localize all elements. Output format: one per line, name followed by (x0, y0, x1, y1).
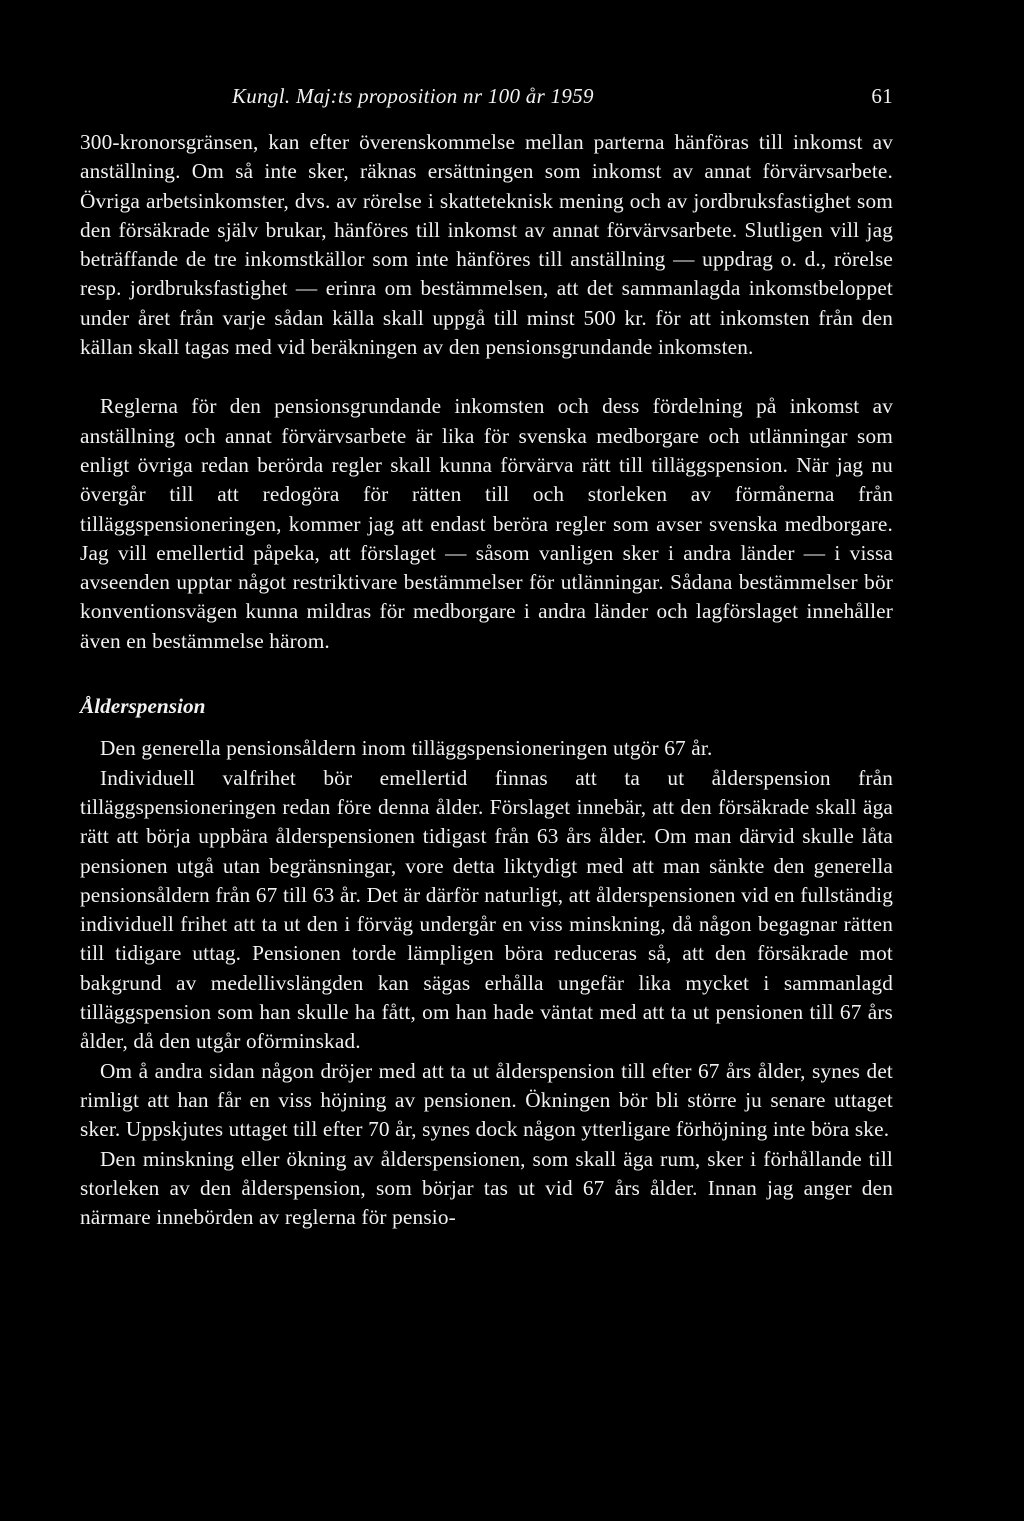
paragraph-income-limit: 300-kronorsgränsen, kan efter överenskommelse mellan parterna hänföras till inkomst av anställning. Om så inte sker, räknas ersättningen som inkomst av annat förvärvsarbete. Övriga arbetsinkomster, dvs. av rörelse i skatteteknisk mening och av jordbruksfastighet som den försäkrade själv brukar, hänföres till inkomst av annat förvärvsarbete. Slutligen vill jag beträffande de tre inkomstkällor som inte hänföres till anställning — uppdrag o. d., rörelse resp. jordbruksfastighet — erinra om bestämmelsen, att det sammanlagda inkomstbeloppet under året från varje sådan källa skall uppgå till minst 500 kr. för att inkomsten från den källan skall tagas med vid beräkningen av den pensionsgrundande inkomsten. (80, 130, 893, 360)
document-page (80, 84, 893, 1232)
running-header (80, 84, 893, 120)
paragraph-deferred-withdrawal: Om å andra sidan någon dröjer med att ta ut ålderspension till efter 67 års ålder, synes det rimligt att han får en viss höjning av pensionen. Ökningen bör bli större ju senare uttaget sker. Uppskjutes uttaget till efter 70 år, synes dock någon ytterligare förhöjning inte böra ske. (80, 1058, 893, 1142)
paragraph-foreign-citizens: Reglerna för den pensionsgrundande inkomsten och dess fördelning på inkomst av anställning och annat förvärvsarbete är lika för svenska medborgare och utlänningar som enligt övriga redan berörda regler skall kunna förvärva rätt till tilläggspension. När jag nu övergår till att redogöra för rätten till och storleken av förmånerna från tilläggspensioneringen, kommer jag att endast beröra regler som avser svenska medborgare. Jag vill emellertid påpeka, att förslaget — såsom vanligen sker i andra länder — i vissa avseenden upptar något restriktivare bestämmelser för utlänningar. Sådana bestämmelser bör konventionsvägen kunna mildras för medborgare i andra länder och lagförslaget innehåller även en bestämmelse härom. (80, 394, 893, 653)
header-title: Kungl. Maj:ts proposition nr 100 år 1959 (232, 84, 594, 108)
paragraph-general-pension-age: Den generella pensionsåldern inom tilläggspensioneringen utgör 67 år. (100, 736, 713, 761)
paragraph-reduction-increase: Den minskning eller ökning av ålderspensionen, som skall äga rum, sker i förhållande till storleken av den ålderspension, som börjar tas ut vid 67 års ålder. Innan jag anger den närmare innebörden av reglerna för pensio- (80, 1146, 893, 1230)
page-number: 61 (871, 84, 893, 108)
section-heading-alderspension: Ålderspension (80, 694, 206, 719)
paragraph-early-withdrawal: Individuell valfrihet bör emellertid finnas att ta ut ålderspension från tilläggspensioneringen redan före denna ålder. Förslaget innebär, att den försäkrade skall äga rätt att börja uppbära ålderspensionen tidigast från 63 års ålder. Om man därvid skulle låta pensionen utgå utan begränsningar, vore detta liktydigt med att man sänkte den generella pensionsåldern från 67 till 63 år. Det är därför naturligt, att ålderspensionen vid en fullständig individuell frihet att ta ut den i förväg undergår en viss minskning, då någon begagnar rätten till tidigare uttag. Pensionen torde lämpligen böra reduceras så, att den försäkrade mot bakgrund av medellivslängden kan sägas erhålla ungefär lika mycket i sammanlagd tilläggspension som han skulle ha fått, om han hade väntat med att ta ut pensionen till 67 års ålder, då den utgår oförminskad. (80, 765, 893, 1054)
